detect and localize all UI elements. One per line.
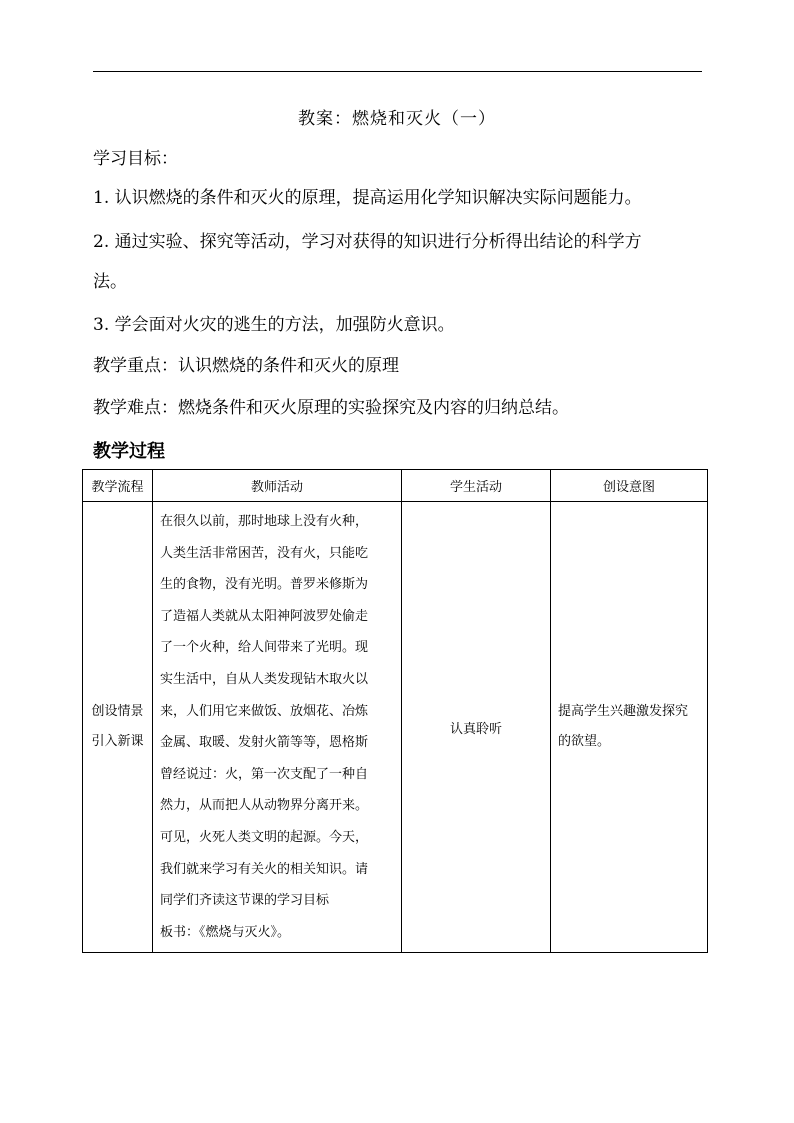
process-heading: 教学过程	[93, 441, 165, 462]
intent-line: 提高学生兴趣激发探究	[558, 704, 689, 720]
teacher-line: 然力，从而把人从动物界分离开来。	[160, 798, 369, 814]
intent-cell	[551, 502, 708, 953]
teacher-line: 同学们齐读这节课的学习目标	[160, 893, 330, 909]
teacher-line: 曾经说过：火，第一次支配了一种自	[160, 766, 369, 782]
objectives-heading: 学习目标：	[93, 149, 178, 169]
flow-line: 创设情景	[91, 704, 144, 720]
teacher-line: 可见，火死人类文明的起源。今天，	[160, 829, 369, 845]
header-rule	[93, 71, 702, 72]
teacher-line: 实生活中，自从人类发现钻木取火以	[160, 671, 369, 687]
objective-2-cont: 法。	[93, 272, 127, 292]
table-row	[83, 502, 708, 953]
teacher-line: 了造福人类就从太阳神阿波罗处偷走	[160, 608, 369, 624]
student-activity-cell: 认真聆听	[402, 502, 551, 953]
teacher-line: 我们就来学习有关火的相关知识。请	[160, 861, 369, 877]
objective-2: 2. 通过实验、探究等活动，学习对获得的知识进行分析得出结论的科学方	[93, 232, 642, 252]
teacher-line: 在很久以前，那时地球上没有火种，	[160, 514, 369, 529]
header-intent: 创设意图	[551, 470, 708, 502]
intent-line: 的欲望。	[558, 734, 611, 750]
page-title: 教案：燃烧和灭火（一）	[298, 109, 496, 129]
header-teacher: 教师活动	[153, 470, 402, 502]
objective-3: 3. 学会面对火灾的逃生的方法，加强防火意识。	[93, 315, 455, 335]
key-point: 教学重点：认识燃烧的条件和灭火的原理	[93, 356, 399, 376]
lesson-table	[82, 469, 708, 953]
flow-line: 引入新课	[91, 734, 144, 750]
teacher-line: 了一个火种，给人间带来了光明。现	[160, 640, 369, 656]
teacher-line: 人类生活非常困苦，没有火，只能吃	[160, 545, 369, 561]
header-student: 学生活动	[402, 470, 551, 502]
teacher-line: 生的食物，没有光明。普罗米修斯为	[160, 577, 369, 593]
objective-1: 1. 认识燃烧的条件和灭火的原理，提高运用化学知识解决实际问题能力。	[93, 188, 642, 208]
teacher-activity-cell	[153, 502, 402, 953]
flow-cell	[83, 502, 153, 953]
teacher-line: 板书：《燃烧与灭火》。	[160, 924, 291, 940]
teacher-line: 来，人们用它来做饭、放烟花、冶炼	[160, 703, 369, 719]
header-flow: 教学流程	[83, 470, 153, 502]
teacher-line: 金属、取暖、发射火箭等等，恩格斯	[160, 735, 369, 751]
difficulty: 教学难点：燃烧条件和灭火原理的实验探究及内容的归纳总结。	[93, 398, 569, 418]
table-header-row	[83, 470, 708, 502]
